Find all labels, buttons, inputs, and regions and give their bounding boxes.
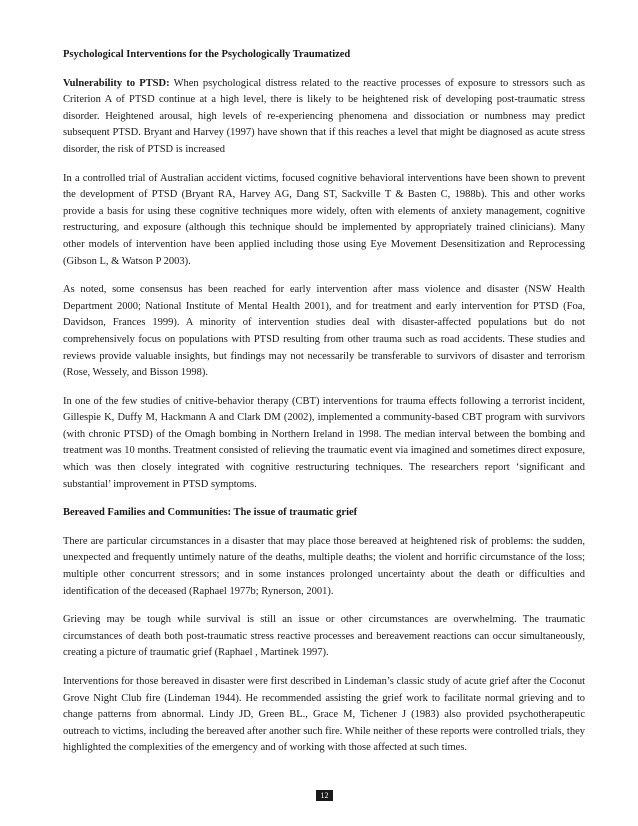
paragraph-consensus: As noted, some consensus has been reached for early intervention after mass violence and disaster (NSW Health Department 2000; National Institute of Mental Health 2001), and for treatment and early intervention for PTSD (Foa, Davidson, Frances 1999). A minority of intervention studies deal with disaster-affected populations but do not comprehensively focus on populations with PTSD resulting from other trauma such as road accidents. These studies and reviews provide valuable insights, but findings may not necessarily be transferable to survivors of disaster and terrorism (Rose, Wessely, and Bisson 1998). [63, 284, 585, 379]
vulnerability-lead: Vulnerability to PTSD: [63, 77, 170, 89]
paragraph-circumstances: There are particular circumstances in a disaster that may place those bereaved at heightened risk of problems: the sudden, unexpected and frequently untimely nature of the deaths, multiple deaths; the violent and horrific circumstance of the loss; multiple other concurrent stressors; and in some instances prolonged uncertainty about the death or difficulties and identification of the deceased (Raphael 1977b; Rynerson, 2001). [63, 535, 585, 597]
paragraph-cbt-study: In one of the few studies of cnitive-behavior therapy (CBT) interventions for trauma effects following a terrorist incident, Gillespie K, Duffy M, Hackmann A and Clark DM (2002), implemented a community-based CBT program with survivors (with chronic PTSD) of the Omagh bombing in Northern Ireland in 1998. The median interval between the bombing and treatment was 10 months. Treatment consisted of relieving the traumatic event via imagined and sometimes direct exposure, which was then closely integrated with cognitive restructuring techniques. The researchers report ‘significant and substantial’ improvement in PTSD symptoms. [63, 395, 585, 490]
vulnerability-text: When psychological distress related to the reactive processes of exposure to stressors such as Criterion A of PTSD continue at a high level, there is likely to be heightened risk of developing post-traumatic stress disorder. Heightened arousal, high levels of re-experiencing phenomena and dissociation or numbness may predict subsequent PTSD. Bryant and Harvey (1997) have shown that if this reaches a level that might be diagnosed as acute stress disorder, the risk of PTSD is increased [63, 77, 585, 155]
document-page [63, 47, 585, 769]
page-number-badge: 12 [316, 790, 333, 801]
paragraph-interventions-bereaved: Interventions for those bereaved in disaster were first described in Lindeman’s classic study of acute grief after the Coconut Grove Night Club fire (Lindeman 1944). He recommended assisting the grief work to facilitate normal grieving and to change patterns from abnormal. Lindy JD, Green BL., Grace M, Tichener J (1983) also provided psychotherapeutic outreach to victims, including the bereaved after another such fire. While neither of these reports were controlled trials, they highlighted the complexities of the emergency and of working with those affected at such times. [63, 676, 585, 754]
paragraph-vulnerability [63, 76, 585, 159]
section-heading-interventions: Psychological Interventions for the Psychologically Traumatized [63, 49, 351, 60]
paragraph-controlled-trial: In a controlled trial of Australian accident victims, focused cognitive behavioral interventions have been shown to prevent the development of PTSD (Bryant RA, Harvey AG, Dang ST, Sackville T & Basten C, 1988b). This and other works provide a basis for using these cognitive techniques more widely, often with elements of anxiety management, cognitive restructuring, and exposure (although this technique should be implemented by appropriately trained clinicians). Many other models of intervention have been applied including those using Eye Movement Desensitization and Reprocessing (Gibson L, & Watson P 2003). [63, 172, 585, 267]
section-heading-bereaved: Bereaved Families and Communities: The issue of traumatic grief [63, 507, 358, 519]
paragraph-grieving: Grieving may be tough while survival is still an issue or other circumstances are overwhelming. The traumatic circumstances of death both post-traumatic stress reactive processes and bereavement reactions can occur simultaneously, creating a picture of traumatic grief (Raphael , Martinek 1997). [63, 614, 585, 659]
